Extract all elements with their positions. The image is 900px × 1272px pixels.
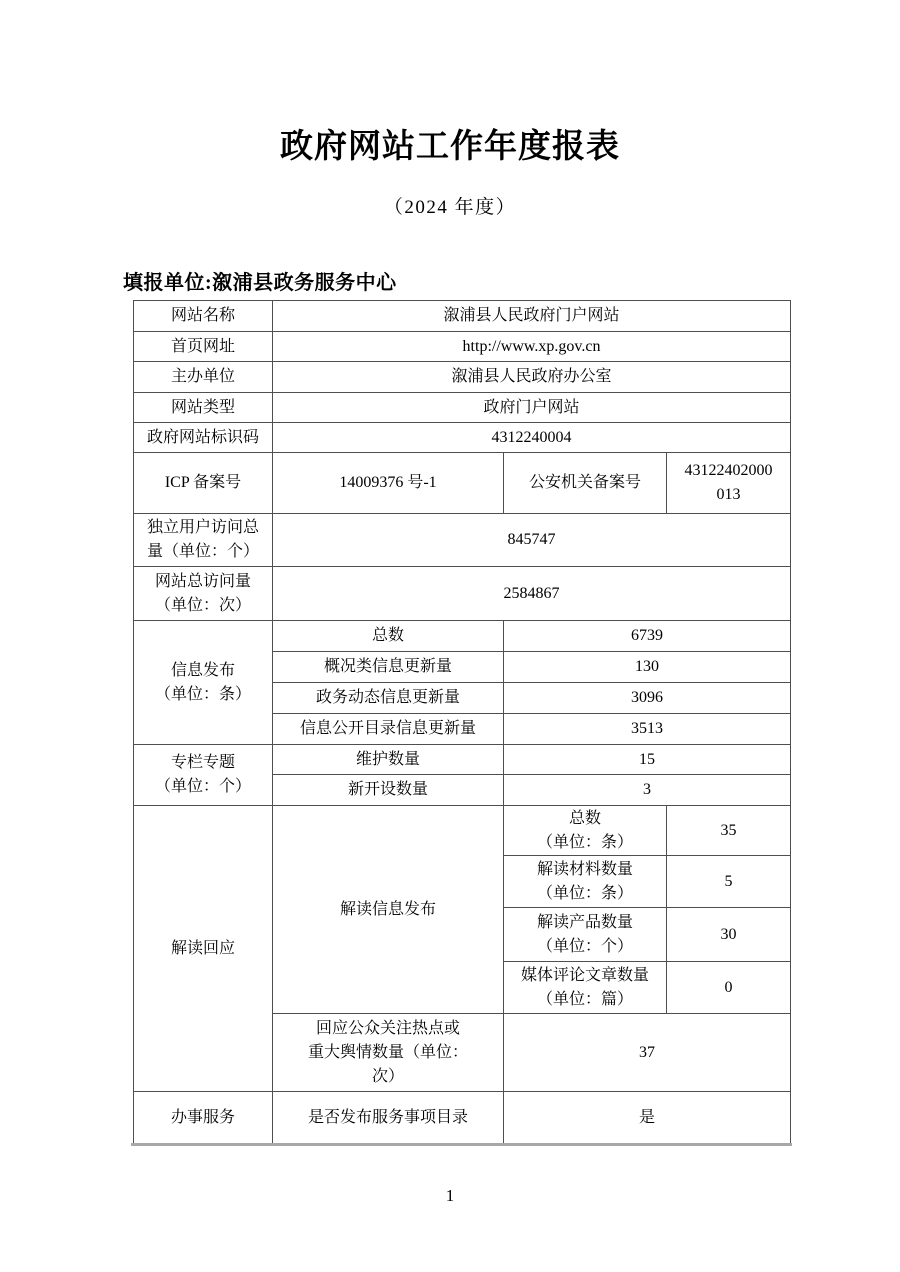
reporting-unit xyxy=(123,266,397,295)
table-row xyxy=(134,301,791,332)
interpretation-row-value: 5 xyxy=(667,856,791,908)
interpretation-row-label: 总数 （单位：条） xyxy=(504,806,667,856)
table-row xyxy=(134,332,791,362)
site-code-label: 政府网站标识码 xyxy=(134,423,273,453)
table-row xyxy=(134,567,791,621)
interpretation-row-label: 媒体评论文章数量 （单位：篇） xyxy=(504,962,667,1014)
police-record-value: 43122402000 013 xyxy=(667,453,791,514)
homepage-url-value: http://www.xp.gov.cn xyxy=(273,332,791,362)
special-columns-label: 专栏专题 （单位：个） xyxy=(134,745,273,806)
organizer-label: 主办单位 xyxy=(134,362,273,393)
site-name-value: 溆浦县人民政府门户网站 xyxy=(273,301,791,332)
interpretation-row-value: 30 xyxy=(667,908,791,962)
info-release-row-label: 总数 xyxy=(273,621,504,652)
services-row-label: 是否发布服务事项目录 xyxy=(273,1092,504,1144)
homepage-url-label: 首页网址 xyxy=(134,332,273,362)
total-visits-value: 2584867 xyxy=(273,567,791,621)
table-row xyxy=(134,514,791,567)
unique-visitors-value: 845747 xyxy=(273,514,791,567)
interpretation-release-label: 解读信息发布 xyxy=(273,806,504,1014)
info-release-row-label: 政务动态信息更新量 xyxy=(273,683,504,714)
info-release-label: 信息发布 （单位：条） xyxy=(134,621,273,745)
info-release-row-value: 3513 xyxy=(504,714,791,745)
table-row xyxy=(134,453,791,514)
unique-visitors-label: 独立用户访问总 量（单位：个） xyxy=(134,514,273,567)
interpretation-label: 解读回应 xyxy=(134,806,273,1092)
annual-report-table xyxy=(133,300,791,1144)
table-row xyxy=(134,1092,791,1144)
services-label: 办事服务 xyxy=(134,1092,273,1144)
interpretation-row-value: 0 xyxy=(667,962,791,1014)
page-number: 1 xyxy=(445,1186,455,1205)
public-response-value: 37 xyxy=(504,1014,791,1092)
services-row-value: 是 xyxy=(504,1092,791,1144)
page-subtitle: （2024 年度） xyxy=(383,197,517,218)
site-type-value: 政府门户网站 xyxy=(273,393,791,423)
info-release-row-value: 6739 xyxy=(504,621,791,652)
info-release-row-label: 概况类信息更新量 xyxy=(273,652,504,683)
info-release-row-value: 130 xyxy=(504,652,791,683)
special-columns-row-label: 新开设数量 xyxy=(273,775,504,806)
total-visits-label: 网站总访问量 （单位：次） xyxy=(134,567,273,621)
site-type-label: 网站类型 xyxy=(134,393,273,423)
special-columns-row-value: 15 xyxy=(504,745,791,775)
organizer-value: 溆浦县人民政府办公室 xyxy=(273,362,791,393)
page-title: 政府网站工作年度报表 xyxy=(280,127,620,164)
page-break-cut-line xyxy=(131,1143,792,1146)
reporting-unit-label: 填报单位: xyxy=(123,272,213,294)
table-row xyxy=(134,423,791,453)
interpretation-row-value: 35 xyxy=(667,806,791,856)
interpretation-row-label: 解读产品数量 （单位：个） xyxy=(504,908,667,962)
table-row xyxy=(134,745,791,775)
police-record-label: 公安机关备案号 xyxy=(504,453,667,514)
public-response-label: 回应公众关注热点或 重大舆情数量（单位： 次） xyxy=(273,1014,504,1092)
table-row xyxy=(134,806,791,856)
interpretation-row-label: 解读材料数量 （单位：条） xyxy=(504,856,667,908)
icp-label: ICP 备案号 xyxy=(134,453,273,514)
info-release-row-label: 信息公开目录信息更新量 xyxy=(273,714,504,745)
site-name-label: 网站名称 xyxy=(134,301,273,332)
site-code-value: 4312240004 xyxy=(273,423,791,453)
special-columns-row-label: 维护数量 xyxy=(273,745,504,775)
reporting-unit-value: 溆浦县政务服务中心 xyxy=(212,272,397,294)
special-columns-row-value: 3 xyxy=(504,775,791,806)
info-release-row-value: 3096 xyxy=(504,683,791,714)
table-row xyxy=(134,362,791,393)
table-row xyxy=(134,393,791,423)
icp-value: 14009376 号-1 xyxy=(273,453,504,514)
table-row xyxy=(134,621,791,652)
